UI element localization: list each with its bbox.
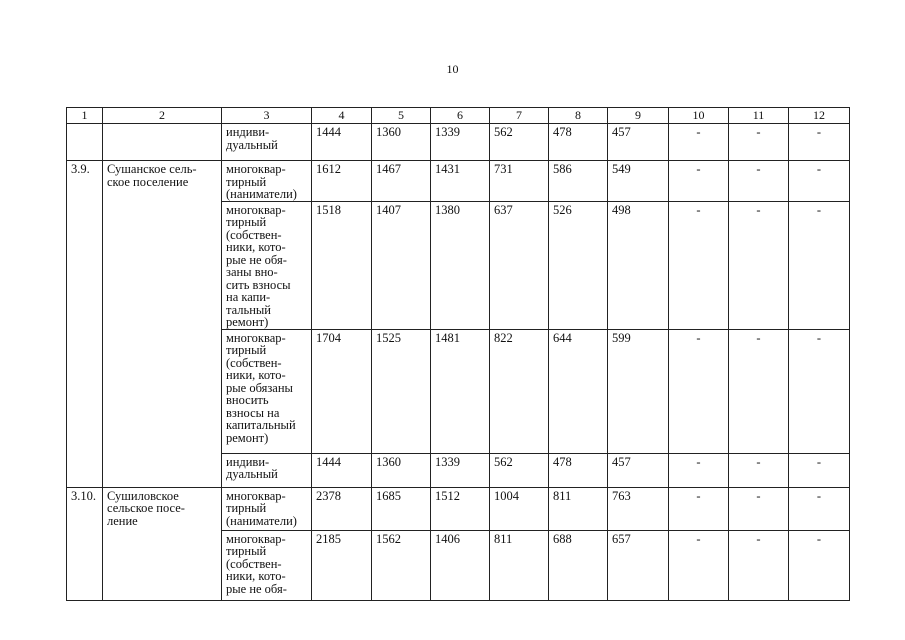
value-cell: 2378 (312, 487, 372, 530)
housing-type-cell: многоквар- тирный (собствен- ники, кото- рые обязаны вносить взносы на капитальный ремонт) (222, 329, 312, 453)
value-cell: 1518 (312, 201, 372, 329)
header-cell: 5 (372, 108, 431, 124)
header-cell: 1 (67, 108, 103, 124)
value-cell: 1525 (372, 329, 431, 453)
value-cell: 1339 (431, 453, 490, 487)
dash-cell: - (729, 201, 789, 329)
row-number-cell: 3.10. (67, 487, 103, 600)
table-row (67, 487, 850, 530)
dash-cell: - (789, 530, 850, 600)
value-cell: 1406 (431, 530, 490, 600)
row-number-cell: 3.9. (67, 161, 103, 488)
value-cell: 763 (608, 487, 669, 530)
dash-cell: - (729, 453, 789, 487)
value-cell: 1360 (372, 124, 431, 161)
settlement-name-cell: Сушанское сель- ское поселение (103, 161, 222, 488)
row-number-cell (67, 124, 103, 161)
dash-cell: - (669, 329, 729, 453)
value-cell: 1612 (312, 161, 372, 202)
value-cell: 1339 (431, 124, 490, 161)
dash-cell: - (669, 201, 729, 329)
housing-type-cell: многоквар- тирный (собствен- ники, кото- рые не обя- (222, 530, 312, 600)
dash-cell: - (669, 124, 729, 161)
value-cell: 811 (490, 530, 549, 600)
housing-type-cell: многоквар- тирный (наниматели) (222, 161, 312, 202)
dash-cell: - (789, 329, 850, 453)
value-cell: 811 (549, 487, 608, 530)
value-cell: 1360 (372, 453, 431, 487)
value-cell: 586 (549, 161, 608, 202)
value-cell: 1512 (431, 487, 490, 530)
value-cell: 644 (549, 329, 608, 453)
value-cell: 457 (608, 453, 669, 487)
dash-cell: - (669, 530, 729, 600)
value-cell: 731 (490, 161, 549, 202)
header-cell: 4 (312, 108, 372, 124)
value-cell: 1004 (490, 487, 549, 530)
value-cell: 562 (490, 453, 549, 487)
table-row (67, 124, 850, 161)
dash-cell: - (729, 329, 789, 453)
header-cell: 3 (222, 108, 312, 124)
value-cell: 498 (608, 201, 669, 329)
value-cell: 562 (490, 124, 549, 161)
value-cell: 478 (549, 124, 608, 161)
header-cell: 8 (549, 108, 608, 124)
dash-cell: - (669, 453, 729, 487)
value-cell: 1407 (372, 201, 431, 329)
value-cell: 526 (549, 201, 608, 329)
value-cell: 1380 (431, 201, 490, 329)
header-row (67, 108, 850, 124)
tariff-table (66, 107, 850, 601)
value-cell: 1444 (312, 453, 372, 487)
header-cell: 6 (431, 108, 490, 124)
header-cell: 10 (669, 108, 729, 124)
dash-cell: - (669, 161, 729, 202)
value-cell: 1481 (431, 329, 490, 453)
value-cell: 1444 (312, 124, 372, 161)
value-cell: 1704 (312, 329, 372, 453)
value-cell: 1685 (372, 487, 431, 530)
table-row (67, 161, 850, 202)
header-cell: 12 (789, 108, 850, 124)
page-number: 10 (446, 62, 459, 76)
value-cell: 457 (608, 124, 669, 161)
value-cell: 2185 (312, 530, 372, 600)
value-cell: 1431 (431, 161, 490, 202)
dash-cell: - (729, 161, 789, 202)
housing-type-cell: многоквар- тирный (собствен- ники, кото- рые не обя- заны вно- сить взносы на капи- тальный ремонт) (222, 201, 312, 329)
value-cell: 688 (549, 530, 608, 600)
value-cell: 1562 (372, 530, 431, 600)
housing-type-cell: индиви- дуальный (222, 453, 312, 487)
header-cell: 7 (490, 108, 549, 124)
dash-cell: - (789, 161, 850, 202)
housing-type-cell: индиви- дуальный (222, 124, 312, 161)
value-cell: 599 (608, 329, 669, 453)
header-cell: 2 (103, 108, 222, 124)
housing-type-cell: многоквар- тирный (наниматели) (222, 487, 312, 530)
dash-cell: - (729, 530, 789, 600)
dash-cell: - (789, 453, 850, 487)
dash-cell: - (729, 124, 789, 161)
dash-cell: - (789, 201, 850, 329)
header-cell: 11 (729, 108, 789, 124)
value-cell: 478 (549, 453, 608, 487)
value-cell: 549 (608, 161, 669, 202)
dash-cell: - (789, 487, 850, 530)
value-cell: 1467 (372, 161, 431, 202)
value-cell: 637 (490, 201, 549, 329)
settlement-name-cell: Сушиловское сельское посе- ление (103, 487, 222, 600)
settlement-name-cell (103, 124, 222, 161)
dash-cell: - (729, 487, 789, 530)
dash-cell: - (669, 487, 729, 530)
value-cell: 822 (490, 329, 549, 453)
header-cell: 9 (608, 108, 669, 124)
value-cell: 657 (608, 530, 669, 600)
dash-cell: - (789, 124, 850, 161)
